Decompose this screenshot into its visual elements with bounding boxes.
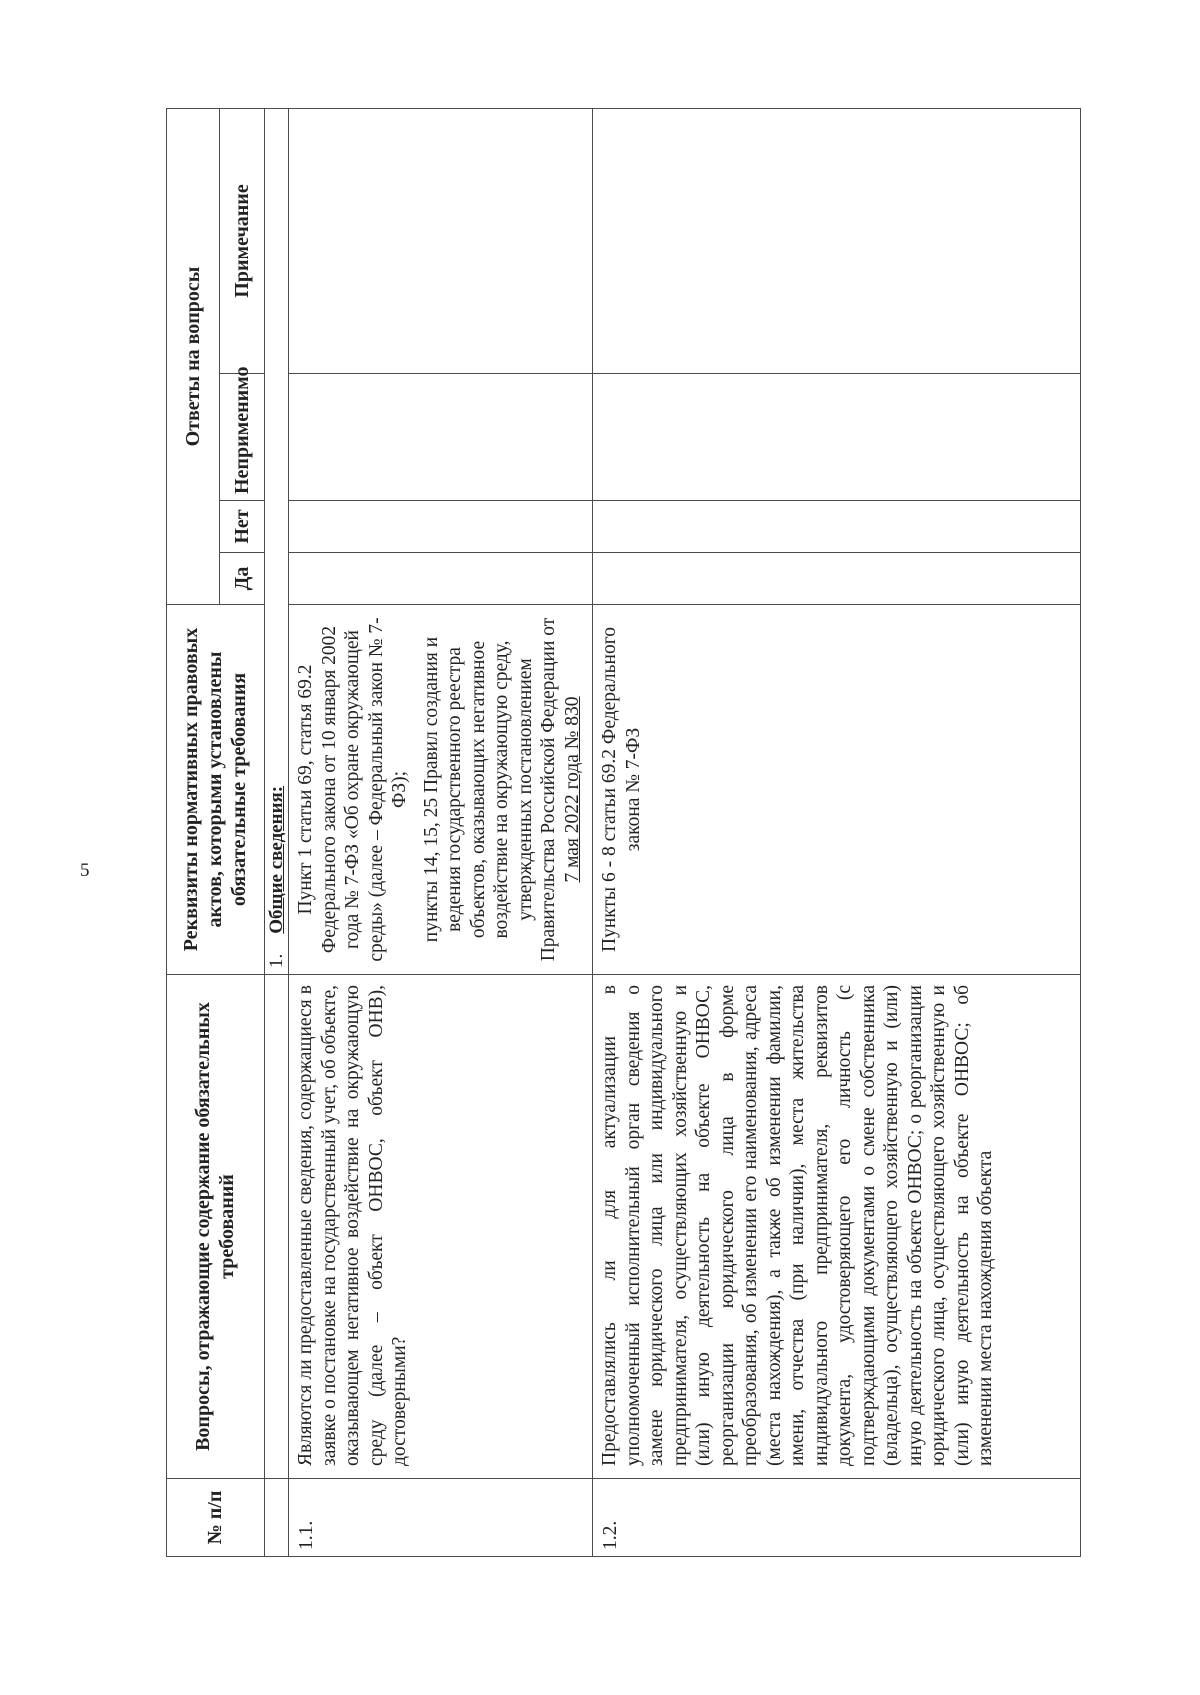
header-row-1 bbox=[167, 108, 220, 1556]
section-heading-cell bbox=[264, 108, 289, 974]
section-row bbox=[264, 108, 289, 1556]
header-num: № п/п bbox=[167, 1479, 265, 1557]
requisite-text bbox=[420, 615, 585, 964]
answer-no-cell[interactable] bbox=[289, 501, 593, 553]
requisite-main: пункты 14, 15, 25 Правил создания и ведения государственного реестра объектов, оказывающих негативное воздействие на окружающую среду, утвержденных постановлением Правительства Российской Федерации от bbox=[420, 617, 560, 962]
requisite-text: Пункт 1 статьи 69, статья 69.2 Федерального закона от 10 января 2002 года № 7-ФЗ «Об охране окружающей среды» (далее – Федеральный закон № 7-ФЗ); bbox=[295, 617, 411, 962]
table-row bbox=[289, 108, 593, 1556]
header-questions: Вопросы, отражающие содержание обязательных требований bbox=[167, 975, 265, 1479]
header-na: Неприменимо bbox=[220, 374, 265, 501]
row-question: Предоставлялись ли для актуализации в уполномоченный исполнительный орган сведения о замене юридического лица или индивидуального предпринимателя, осуществляющих хозяйственную и (или) иную деятельность на объекте ОНВОС, реорганизации юридического лица в форме преобразования, об изменении его наименования, адреса (места нахождения), а также об изменении фамилии, имени, отчества (при наличии), места жительства индивидуального предпринимателя, реквизитов документа, удостоверяющего его личность (с подтверждающими документами о смене собственника (владельца), осуществляющего хозяйственную и (или) иную деятельность на объекте ОНВОС; о реорганизации юридического лица, осуществляющего хозяйственную и (или) иную деятельность на объекте ОНВОС; об изменении места нахождения объекта bbox=[593, 975, 1081, 1479]
note-cell[interactable] bbox=[289, 108, 593, 373]
answer-na-cell[interactable] bbox=[593, 374, 1081, 501]
answer-yes-cell[interactable] bbox=[289, 553, 593, 605]
rotated-document-table bbox=[166, 109, 1081, 1557]
requisite-date: 7 мая 2022 года № 830 bbox=[561, 696, 583, 883]
checklist-table bbox=[166, 108, 1081, 1557]
row-requisites bbox=[593, 605, 1081, 975]
answer-no-cell[interactable] bbox=[593, 501, 1081, 553]
section-empty-cell bbox=[264, 975, 289, 1479]
section-empty-cell bbox=[264, 1479, 289, 1557]
answer-na-cell[interactable] bbox=[289, 374, 593, 501]
section-number: 1. bbox=[265, 953, 287, 968]
header-note: Примечание bbox=[220, 108, 265, 373]
header-answers: Ответы на вопросы bbox=[167, 108, 220, 604]
row-number: 1.2. bbox=[593, 1479, 1081, 1557]
requisite-text: Пункты 6 - 8 статьи 69.2 Федерального закона № 7-ФЗ bbox=[599, 627, 644, 952]
note-cell[interactable] bbox=[593, 108, 1081, 373]
header-requisites: Реквизиты нормативных правовых актов, которыми установлены обязательные требования bbox=[167, 605, 265, 975]
header-no: Нет bbox=[220, 501, 265, 553]
answer-yes-cell[interactable] bbox=[593, 553, 1081, 605]
header-yes: Да bbox=[220, 553, 265, 605]
row-question: Являются ли предоставленные сведения, содержащиеся в заявке о постановке на государственный учет, об объекте, оказывающем негативное воздействие на окружающую среду (далее – объект ОНВОС, объект ОНВ), достоверными? bbox=[289, 975, 593, 1479]
row-number: 1.1. bbox=[289, 1479, 593, 1557]
table-row bbox=[593, 108, 1081, 1556]
page-number: 5 bbox=[80, 860, 90, 881]
section-title: Общие сведения: bbox=[265, 785, 287, 934]
row-requisites bbox=[289, 605, 593, 975]
